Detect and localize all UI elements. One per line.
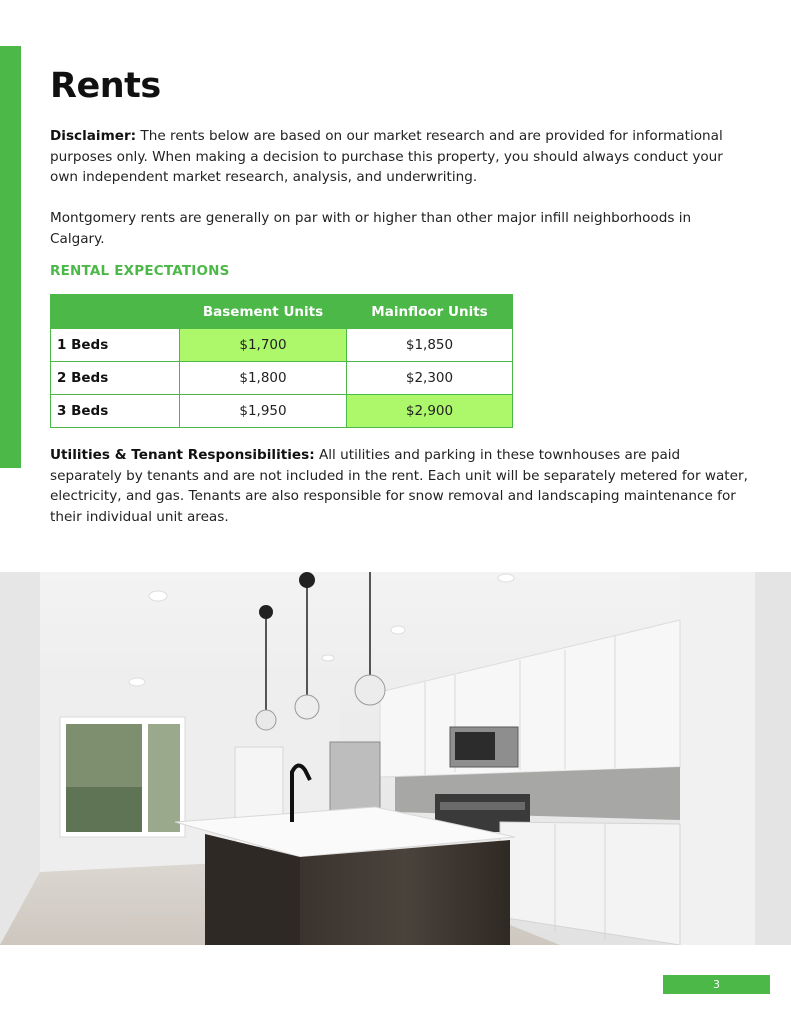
accent-bar: [0, 46, 21, 468]
utilities-text: All utilities and parking in these townhouses are paid separately by tenants and are not included in the rent. Each unit will be separately metered for water, electricity, and gas. Tenants are also responsible for snow removal and landscaping maintenance for their individual unit areas.: [50, 447, 748, 525]
mainfloor-rent-cell: $2,300: [347, 362, 513, 395]
table-row: [51, 395, 513, 428]
section-heading-rental-expectations: RENTAL EXPECTATIONS: [50, 263, 230, 279]
table-header-blank: [51, 295, 180, 329]
utilities-label: Utilities & Tenant Responsibilities:: [50, 447, 315, 463]
row-label: 3 Beds: [51, 395, 180, 428]
mainfloor-rent-cell: $2,900: [347, 395, 513, 428]
utilities-paragraph: [50, 445, 750, 527]
table-header-row: [51, 295, 513, 329]
basement-rent-cell: $1,800: [180, 362, 347, 395]
table-header-basement: Basement Units: [180, 295, 347, 329]
page-title: Rents: [50, 66, 161, 106]
montgomery-paragraph: Montgomery rents are generally on par with or higher than other major infill neighborhoods in Calgary.: [50, 210, 692, 247]
row-label: 1 Beds: [51, 329, 180, 362]
basement-rent-cell: $1,700: [180, 329, 347, 362]
page-number: 3: [663, 975, 770, 994]
disclaimer-paragraph: [50, 126, 750, 188]
row-label: 2 Beds: [51, 362, 180, 395]
table-row: [51, 329, 513, 362]
basement-rent-cell: $1,950: [180, 395, 347, 428]
kitchen-photo: [0, 572, 791, 945]
rental-table: [50, 294, 513, 428]
disclaimer-label: Disclaimer:: [50, 128, 137, 144]
table-row: [51, 362, 513, 395]
disclaimer-text: The rents below are based on our market research and are provided for informational purposes only. When making a decision to purchase this property, you should always conduct your own independent market research, analysis, and underwriting.: [50, 128, 723, 186]
mainfloor-rent-cell: $1,850: [347, 329, 513, 362]
table-header-mainfloor: Mainfloor Units: [347, 295, 513, 329]
